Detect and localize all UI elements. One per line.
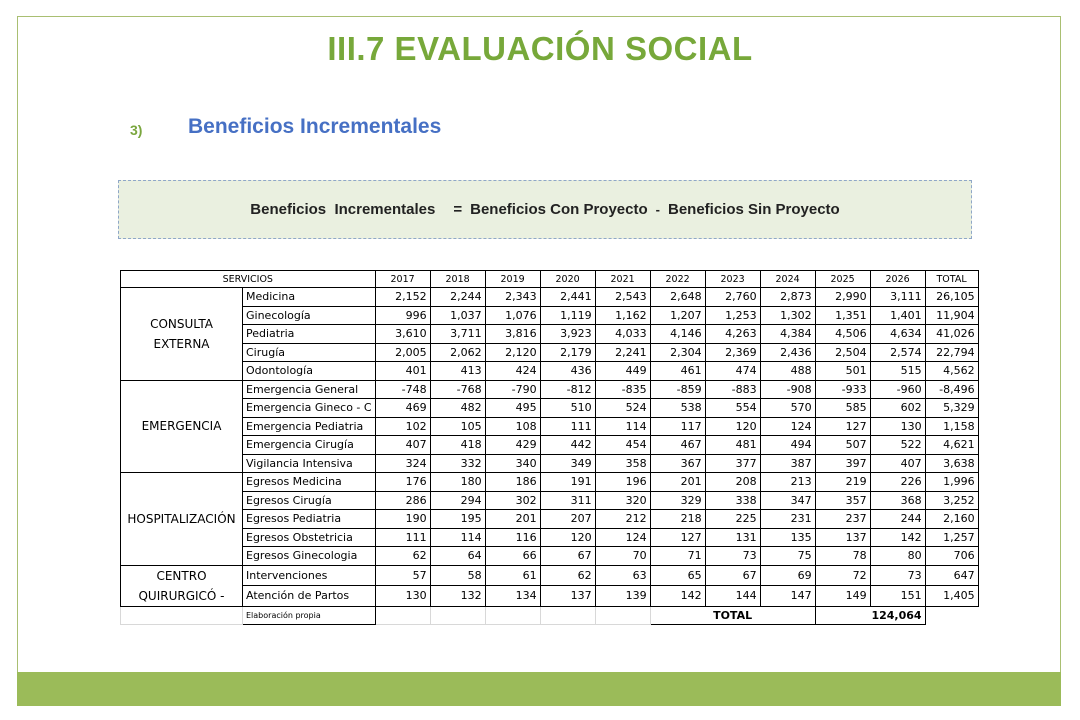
value-cell: 105 bbox=[430, 417, 485, 436]
value-cell: 71 bbox=[650, 547, 705, 566]
table-row bbox=[121, 528, 979, 547]
value-cell: 63 bbox=[595, 565, 650, 586]
section-number: 3) bbox=[130, 122, 143, 138]
group-label: HOSPITALIZACIÓN bbox=[121, 473, 243, 566]
value-cell: 131 bbox=[705, 528, 760, 547]
formula-term2: Beneficios Sin Proyecto bbox=[668, 201, 840, 218]
value-cell: 65 bbox=[650, 565, 705, 586]
row-total: 4,621 bbox=[925, 436, 978, 455]
value-cell: 127 bbox=[650, 528, 705, 547]
row-total: 1,996 bbox=[925, 473, 978, 492]
value-cell: 80 bbox=[870, 547, 925, 566]
value-cell: 2,574 bbox=[870, 343, 925, 362]
value-cell: 142 bbox=[650, 586, 705, 607]
value-cell: 302 bbox=[485, 491, 540, 510]
value-cell: 286 bbox=[375, 491, 430, 510]
value-cell: 602 bbox=[870, 399, 925, 418]
service-name: Egresos Pediatria bbox=[243, 510, 376, 529]
value-cell: 2,369 bbox=[705, 343, 760, 362]
value-cell: 4,146 bbox=[650, 325, 705, 344]
value-cell: 407 bbox=[870, 454, 925, 473]
value-cell: 67 bbox=[705, 565, 760, 586]
value-cell: 377 bbox=[705, 454, 760, 473]
row-total: 26,105 bbox=[925, 288, 978, 307]
footer-blank bbox=[375, 606, 430, 625]
value-cell: 387 bbox=[760, 454, 815, 473]
value-cell: 357 bbox=[815, 491, 870, 510]
table-row bbox=[121, 454, 979, 473]
value-cell: 116 bbox=[485, 528, 540, 547]
table-row bbox=[121, 325, 979, 344]
value-cell: 124 bbox=[595, 528, 650, 547]
value-cell: 139 bbox=[595, 586, 650, 607]
value-cell: 142 bbox=[870, 528, 925, 547]
value-cell: 58 bbox=[430, 565, 485, 586]
row-total: 5,329 bbox=[925, 399, 978, 418]
value-cell: 501 bbox=[815, 362, 870, 381]
slide-title: III.7 EVALUACIÓN SOCIAL bbox=[327, 30, 753, 67]
value-cell: 137 bbox=[815, 528, 870, 547]
value-cell: 208 bbox=[705, 473, 760, 492]
value-cell: -748 bbox=[375, 380, 430, 399]
header-year: 2018 bbox=[430, 271, 485, 288]
value-cell: 212 bbox=[595, 510, 650, 529]
row-total: 41,026 bbox=[925, 325, 978, 344]
footer-blank bbox=[430, 606, 485, 625]
table-row bbox=[121, 417, 979, 436]
value-cell: 225 bbox=[705, 510, 760, 529]
value-cell: 61 bbox=[485, 565, 540, 586]
value-cell: 195 bbox=[430, 510, 485, 529]
value-cell: 124 bbox=[760, 417, 815, 436]
row-total: 3,252 bbox=[925, 491, 978, 510]
header-year: 2019 bbox=[485, 271, 540, 288]
row-total: 2,160 bbox=[925, 510, 978, 529]
table-row bbox=[121, 362, 979, 381]
value-cell: 482 bbox=[430, 399, 485, 418]
value-cell: 461 bbox=[650, 362, 705, 381]
row-total: 1,405 bbox=[925, 586, 978, 607]
value-cell: 585 bbox=[815, 399, 870, 418]
value-cell: 2,241 bbox=[595, 343, 650, 362]
value-cell: 4,634 bbox=[870, 325, 925, 344]
value-cell: 4,384 bbox=[760, 325, 815, 344]
value-cell: 207 bbox=[540, 510, 595, 529]
value-cell: 429 bbox=[485, 436, 540, 455]
value-cell: 2,990 bbox=[815, 288, 870, 307]
value-cell: 2,648 bbox=[650, 288, 705, 307]
value-cell: 329 bbox=[650, 491, 705, 510]
formula-box bbox=[118, 180, 972, 239]
row-total: 1,158 bbox=[925, 417, 978, 436]
value-cell: 130 bbox=[870, 417, 925, 436]
value-cell: 340 bbox=[485, 454, 540, 473]
table-row bbox=[121, 510, 979, 529]
value-cell: 2,120 bbox=[485, 343, 540, 362]
header-services: SERVICIOS bbox=[121, 271, 376, 288]
header-year: 2026 bbox=[870, 271, 925, 288]
row-total: -8,496 bbox=[925, 380, 978, 399]
footer-blank bbox=[540, 606, 595, 625]
value-cell: 127 bbox=[815, 417, 870, 436]
value-cell: 130 bbox=[375, 586, 430, 607]
value-cell: -960 bbox=[870, 380, 925, 399]
value-cell: 102 bbox=[375, 417, 430, 436]
service-name: Odontología bbox=[243, 362, 376, 381]
value-cell: 120 bbox=[540, 528, 595, 547]
group-label: CENTRO QUIRURGICÓ - bbox=[121, 565, 243, 606]
value-cell: 111 bbox=[375, 528, 430, 547]
row-total: 706 bbox=[925, 547, 978, 566]
value-cell: 4,263 bbox=[705, 325, 760, 344]
value-cell: 62 bbox=[375, 547, 430, 566]
value-cell: 524 bbox=[595, 399, 650, 418]
row-total: 3,638 bbox=[925, 454, 978, 473]
value-cell: 469 bbox=[375, 399, 430, 418]
value-cell: 2,543 bbox=[595, 288, 650, 307]
value-cell: 231 bbox=[760, 510, 815, 529]
value-cell: 481 bbox=[705, 436, 760, 455]
value-cell: 67 bbox=[540, 547, 595, 566]
value-cell: -835 bbox=[595, 380, 650, 399]
value-cell: -859 bbox=[650, 380, 705, 399]
value-cell: 218 bbox=[650, 510, 705, 529]
value-cell: 1,302 bbox=[760, 306, 815, 325]
value-cell: 407 bbox=[375, 436, 430, 455]
value-cell: 368 bbox=[870, 491, 925, 510]
value-cell: 191 bbox=[540, 473, 595, 492]
value-cell: 349 bbox=[540, 454, 595, 473]
value-cell: 2,244 bbox=[430, 288, 485, 307]
service-name: Emergencia General bbox=[243, 380, 376, 399]
row-total: 11,904 bbox=[925, 306, 978, 325]
value-cell: -883 bbox=[705, 380, 760, 399]
table-body bbox=[121, 271, 979, 625]
source-note: Elaboración propia bbox=[243, 606, 376, 625]
value-cell: 3,711 bbox=[430, 325, 485, 344]
row-total: 1,257 bbox=[925, 528, 978, 547]
group-label: CONSULTA EXTERNA bbox=[121, 288, 243, 381]
value-cell: 1,076 bbox=[485, 306, 540, 325]
service-name: Egresos Cirugía bbox=[243, 491, 376, 510]
value-cell: 554 bbox=[705, 399, 760, 418]
formula-equals: = bbox=[453, 201, 463, 218]
service-name: Emergencia Cirugía bbox=[243, 436, 376, 455]
value-cell: 135 bbox=[760, 528, 815, 547]
value-cell: 134 bbox=[485, 586, 540, 607]
header-year: 2024 bbox=[760, 271, 815, 288]
header-year: 2020 bbox=[540, 271, 595, 288]
table-row bbox=[121, 288, 979, 307]
value-cell: 213 bbox=[760, 473, 815, 492]
value-cell: 2,179 bbox=[540, 343, 595, 362]
value-cell: 2,304 bbox=[650, 343, 705, 362]
value-cell: 2,873 bbox=[760, 288, 815, 307]
value-cell: 4,506 bbox=[815, 325, 870, 344]
value-cell: 180 bbox=[430, 473, 485, 492]
value-cell: 515 bbox=[870, 362, 925, 381]
table-row bbox=[121, 436, 979, 455]
value-cell: 495 bbox=[485, 399, 540, 418]
value-cell: 201 bbox=[650, 473, 705, 492]
value-cell: 2,504 bbox=[815, 343, 870, 362]
value-cell: 201 bbox=[485, 510, 540, 529]
value-cell: 338 bbox=[705, 491, 760, 510]
value-cell: 538 bbox=[650, 399, 705, 418]
value-cell: 324 bbox=[375, 454, 430, 473]
row-total: 647 bbox=[925, 565, 978, 586]
table-row bbox=[121, 380, 979, 399]
service-name: Medicina bbox=[243, 288, 376, 307]
value-cell: 442 bbox=[540, 436, 595, 455]
value-cell: 2,005 bbox=[375, 343, 430, 362]
value-cell: 62 bbox=[540, 565, 595, 586]
value-cell: 69 bbox=[760, 565, 815, 586]
table-row bbox=[121, 343, 979, 362]
value-cell: 244 bbox=[870, 510, 925, 529]
value-cell: 120 bbox=[705, 417, 760, 436]
value-cell: 467 bbox=[650, 436, 705, 455]
value-cell: 3,111 bbox=[870, 288, 925, 307]
row-total: 22,794 bbox=[925, 343, 978, 362]
service-name: Ginecología bbox=[243, 306, 376, 325]
grand-total-label: TOTAL bbox=[650, 606, 815, 625]
value-cell: -933 bbox=[815, 380, 870, 399]
value-cell: 75 bbox=[760, 547, 815, 566]
value-cell: -908 bbox=[760, 380, 815, 399]
value-cell: 2,760 bbox=[705, 288, 760, 307]
value-cell: 397 bbox=[815, 454, 870, 473]
value-cell: 332 bbox=[430, 454, 485, 473]
value-cell: 176 bbox=[375, 473, 430, 492]
value-cell: 73 bbox=[870, 565, 925, 586]
value-cell: 66 bbox=[485, 547, 540, 566]
table-row bbox=[121, 473, 979, 492]
value-cell: 78 bbox=[815, 547, 870, 566]
value-cell: 196 bbox=[595, 473, 650, 492]
value-cell: 108 bbox=[485, 417, 540, 436]
value-cell: 367 bbox=[650, 454, 705, 473]
value-cell: 1,207 bbox=[650, 306, 705, 325]
grand-total-value: 124,064 bbox=[815, 606, 925, 625]
value-cell: 510 bbox=[540, 399, 595, 418]
footer-row bbox=[121, 606, 979, 625]
value-cell: 1,401 bbox=[870, 306, 925, 325]
value-cell: 3,923 bbox=[540, 325, 595, 344]
value-cell: 424 bbox=[485, 362, 540, 381]
value-cell: 347 bbox=[760, 491, 815, 510]
value-cell: 2,343 bbox=[485, 288, 540, 307]
value-cell: 418 bbox=[430, 436, 485, 455]
value-cell: 73 bbox=[705, 547, 760, 566]
formula-term1: Beneficios Con Proyecto bbox=[470, 201, 648, 218]
value-cell: 507 bbox=[815, 436, 870, 455]
benefits-table bbox=[120, 270, 979, 625]
value-cell: 401 bbox=[375, 362, 430, 381]
value-cell: 57 bbox=[375, 565, 430, 586]
value-cell: 70 bbox=[595, 547, 650, 566]
header-year: 2023 bbox=[705, 271, 760, 288]
value-cell: 132 bbox=[430, 586, 485, 607]
value-cell: 522 bbox=[870, 436, 925, 455]
value-cell: 1,119 bbox=[540, 306, 595, 325]
value-cell: 114 bbox=[430, 528, 485, 547]
value-cell: 190 bbox=[375, 510, 430, 529]
service-name: Intervenciones bbox=[243, 565, 376, 586]
service-name: Egresos Ginecologia bbox=[243, 547, 376, 566]
value-cell: 488 bbox=[760, 362, 815, 381]
value-cell: 114 bbox=[595, 417, 650, 436]
value-cell: 3,816 bbox=[485, 325, 540, 344]
value-cell: 186 bbox=[485, 473, 540, 492]
value-cell: 2,062 bbox=[430, 343, 485, 362]
formula-minus: - bbox=[655, 202, 660, 217]
value-cell: 436 bbox=[540, 362, 595, 381]
value-cell: 4,033 bbox=[595, 325, 650, 344]
service-name: Atención de Partos bbox=[243, 586, 376, 607]
value-cell: -768 bbox=[430, 380, 485, 399]
value-cell: 2,441 bbox=[540, 288, 595, 307]
value-cell: 144 bbox=[705, 586, 760, 607]
service-name: Emergencia Gineco - C bbox=[243, 399, 376, 418]
service-name: Cirugía bbox=[243, 343, 376, 362]
header-total: TOTAL bbox=[925, 271, 978, 288]
value-cell: 64 bbox=[430, 547, 485, 566]
value-cell: -790 bbox=[485, 380, 540, 399]
value-cell: 72 bbox=[815, 565, 870, 586]
footer-blank bbox=[595, 606, 650, 625]
value-cell: 219 bbox=[815, 473, 870, 492]
header-year: 2017 bbox=[375, 271, 430, 288]
service-name: Egresos Obstetricia bbox=[243, 528, 376, 547]
table-row bbox=[121, 586, 979, 607]
header-year: 2022 bbox=[650, 271, 705, 288]
service-name: Vigilancia Intensiva bbox=[243, 454, 376, 473]
value-cell: 1,253 bbox=[705, 306, 760, 325]
table-row bbox=[121, 306, 979, 325]
value-cell: 1,162 bbox=[595, 306, 650, 325]
value-cell: 474 bbox=[705, 362, 760, 381]
header-row bbox=[121, 271, 979, 288]
footer-band bbox=[17, 672, 1061, 706]
value-cell: 294 bbox=[430, 491, 485, 510]
header-year: 2021 bbox=[595, 271, 650, 288]
value-cell: 996 bbox=[375, 306, 430, 325]
service-name: Pediatria bbox=[243, 325, 376, 344]
service-name: Egresos Medicina bbox=[243, 473, 376, 492]
value-cell: 454 bbox=[595, 436, 650, 455]
value-cell: 117 bbox=[650, 417, 705, 436]
value-cell: 311 bbox=[540, 491, 595, 510]
table-row bbox=[121, 547, 979, 566]
value-cell: 149 bbox=[815, 586, 870, 607]
value-cell: 151 bbox=[870, 586, 925, 607]
service-name: Emergencia Pediatria bbox=[243, 417, 376, 436]
section-title: Beneficios Incrementales bbox=[188, 115, 442, 138]
value-cell: 413 bbox=[430, 362, 485, 381]
value-cell: 449 bbox=[595, 362, 650, 381]
value-cell: 1,351 bbox=[815, 306, 870, 325]
table-row bbox=[121, 565, 979, 586]
value-cell: 1,037 bbox=[430, 306, 485, 325]
value-cell: 111 bbox=[540, 417, 595, 436]
value-cell: 237 bbox=[815, 510, 870, 529]
value-cell: 226 bbox=[870, 473, 925, 492]
value-cell: 2,436 bbox=[760, 343, 815, 362]
group-label: EMERGENCIA bbox=[121, 380, 243, 473]
footer-blank bbox=[485, 606, 540, 625]
value-cell: 147 bbox=[760, 586, 815, 607]
value-cell: 570 bbox=[760, 399, 815, 418]
table-row bbox=[121, 491, 979, 510]
value-cell: 137 bbox=[540, 586, 595, 607]
value-cell: 2,152 bbox=[375, 288, 430, 307]
value-cell: 358 bbox=[595, 454, 650, 473]
formula-left: Beneficios Incrementales bbox=[250, 201, 436, 218]
value-cell: 494 bbox=[760, 436, 815, 455]
value-cell: -812 bbox=[540, 380, 595, 399]
footer-blank bbox=[121, 606, 243, 625]
row-total: 4,562 bbox=[925, 362, 978, 381]
value-cell: 3,610 bbox=[375, 325, 430, 344]
header-year: 2025 bbox=[815, 271, 870, 288]
value-cell: 320 bbox=[595, 491, 650, 510]
table-row bbox=[121, 399, 979, 418]
